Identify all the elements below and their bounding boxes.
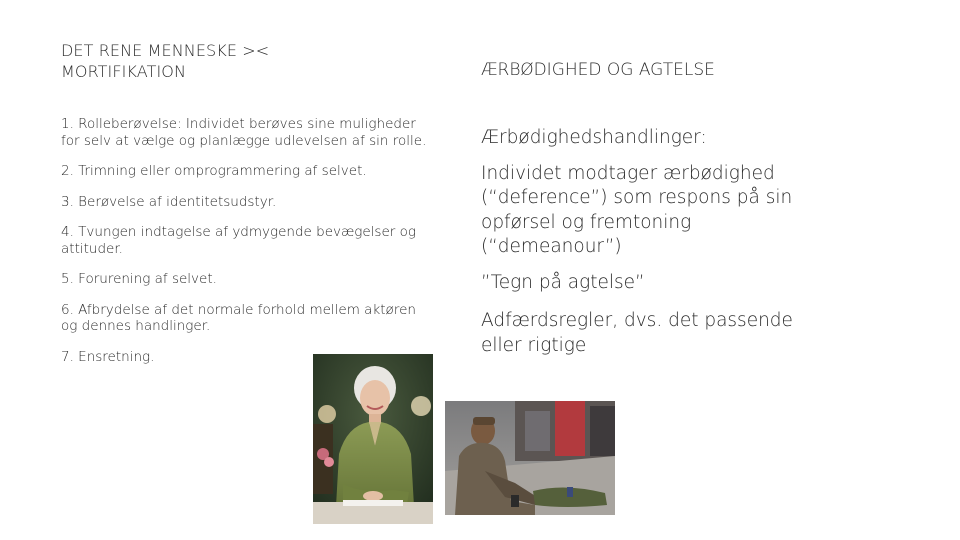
- list-item: 7. Ensretning.: [61, 348, 155, 365]
- paragraph: Adfærdsregler, dvs. det passende eller rigtige: [481, 310, 793, 356]
- list-item: 3. Berøvelse af identitetsudstyr.: [61, 193, 277, 210]
- left-heading: DET RENE MENNESKE >< MORTIFIKATION: [61, 41, 270, 81]
- mortification-list: [61, 116, 431, 379]
- list-item: 6. Afbrydelse af det normale forhold mellem aktøren og dennes handlinger.: [61, 301, 416, 334]
- paragraph: ”Tegn på agtelse”: [481, 271, 645, 293]
- photo-woman-at-desk: [313, 354, 433, 524]
- list-item: 2. Trimning eller omprogrammering af selvet.: [61, 163, 367, 179]
- paragraph: Individet modtager ærbødighed (“deference”) som respons på sin opførsel og fremtoning (“demeanour”): [481, 162, 793, 257]
- paragraph: Ærbødighedshandlinger:: [481, 127, 707, 148]
- list-item: 1. Rolleberøvelse: Individet berøves sine muligheder for selv at vælge og planlægge udlevelsen af sin rolle.: [61, 116, 427, 149]
- right-heading: ÆRBØDIGHED OG AGTELSE: [481, 60, 715, 80]
- list-item: 5. Forurening af selvet.: [61, 271, 217, 287]
- list-item: 4. Tvungen indtagelse af ydmygende bevægelser og attituder.: [61, 224, 416, 257]
- photo-man-on-street: [445, 401, 615, 515]
- deference-text: [481, 126, 821, 358]
